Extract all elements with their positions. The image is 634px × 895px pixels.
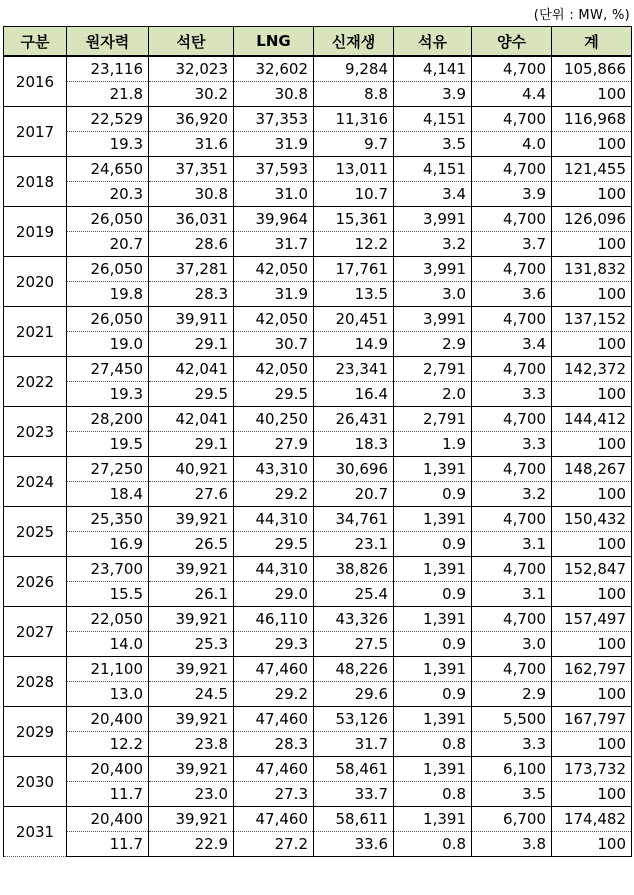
coal-capacity-cell: 37,351 bbox=[149, 157, 234, 182]
nuclear-capacity-cell: 22,050 bbox=[67, 607, 149, 632]
nuclear-share-cell: 19.5 bbox=[67, 432, 149, 457]
total-share-cell: 100 bbox=[552, 232, 632, 257]
unit-label: (단위 : MW, %) bbox=[533, 8, 630, 23]
nuclear-share-cell: 21.8 bbox=[67, 82, 149, 107]
table-row bbox=[4, 832, 632, 857]
total-capacity-cell: 174,482 bbox=[552, 807, 632, 832]
renewable-capacity-cell: 43,326 bbox=[314, 607, 394, 632]
total-capacity-cell: 148,267 bbox=[552, 457, 632, 482]
year-cell: 2018 bbox=[4, 157, 67, 207]
table-row bbox=[4, 207, 632, 232]
nuclear-share-cell: 11.7 bbox=[67, 832, 149, 857]
table-body bbox=[4, 56, 632, 857]
coal-share-cell: 29.1 bbox=[149, 332, 234, 357]
total-capacity-cell: 167,797 bbox=[552, 707, 632, 732]
lng-capacity-cell: 32,602 bbox=[234, 56, 314, 82]
pumped-storage-capacity-cell: 4,700 bbox=[472, 457, 552, 482]
nuclear-share-cell: 16.9 bbox=[67, 532, 149, 557]
oil-share-cell: 3.5 bbox=[394, 132, 472, 157]
renewable-share-cell: 33.7 bbox=[314, 782, 394, 807]
total-capacity-cell: 116,968 bbox=[552, 107, 632, 132]
lng-share-cell: 29.2 bbox=[234, 482, 314, 507]
oil-share-cell: 3.9 bbox=[394, 82, 472, 107]
year-cell: 2023 bbox=[4, 407, 67, 457]
oil-capacity-cell: 1,391 bbox=[394, 657, 472, 682]
pumped-storage-share-cell: 3.6 bbox=[472, 282, 552, 307]
table-row bbox=[4, 732, 632, 757]
total-capacity-cell: 121,455 bbox=[552, 157, 632, 182]
header-pumped-storage: 양수 bbox=[472, 27, 552, 57]
lng-capacity-cell: 37,593 bbox=[234, 157, 314, 182]
nuclear-share-cell: 20.7 bbox=[67, 232, 149, 257]
coal-capacity-cell: 39,921 bbox=[149, 757, 234, 782]
renewable-share-cell: 25.4 bbox=[314, 582, 394, 607]
coal-share-cell: 23.8 bbox=[149, 732, 234, 757]
nuclear-capacity-cell: 26,050 bbox=[67, 257, 149, 282]
renewable-capacity-cell: 30,696 bbox=[314, 457, 394, 482]
coal-capacity-cell: 36,031 bbox=[149, 207, 234, 232]
total-capacity-cell: 173,732 bbox=[552, 757, 632, 782]
pumped-storage-share-cell: 3.0 bbox=[472, 632, 552, 657]
lng-capacity-cell: 47,460 bbox=[234, 707, 314, 732]
header-total: 계 bbox=[552, 27, 632, 57]
total-capacity-cell: 162,797 bbox=[552, 657, 632, 682]
table-row bbox=[4, 282, 632, 307]
nuclear-share-cell: 20.3 bbox=[67, 182, 149, 207]
total-share-cell: 100 bbox=[552, 332, 632, 357]
table-row bbox=[4, 132, 632, 157]
capacity-table bbox=[3, 26, 632, 857]
lng-capacity-cell: 47,460 bbox=[234, 807, 314, 832]
renewable-capacity-cell: 11,316 bbox=[314, 107, 394, 132]
nuclear-capacity-cell: 23,116 bbox=[67, 56, 149, 82]
oil-capacity-cell: 1,391 bbox=[394, 807, 472, 832]
year-cell: 2017 bbox=[4, 107, 67, 157]
total-share-cell: 100 bbox=[552, 732, 632, 757]
renewable-share-cell: 9.7 bbox=[314, 132, 394, 157]
year-cell: 2019 bbox=[4, 207, 67, 257]
pumped-storage-share-cell: 2.9 bbox=[472, 682, 552, 707]
coal-share-cell: 28.6 bbox=[149, 232, 234, 257]
nuclear-capacity-cell: 26,050 bbox=[67, 307, 149, 332]
renewable-capacity-cell: 15,361 bbox=[314, 207, 394, 232]
total-share-cell: 100 bbox=[552, 382, 632, 407]
table-row bbox=[4, 457, 632, 482]
coal-capacity-cell: 32,023 bbox=[149, 56, 234, 82]
nuclear-capacity-cell: 26,050 bbox=[67, 207, 149, 232]
table-row bbox=[4, 82, 632, 107]
nuclear-capacity-cell: 22,529 bbox=[67, 107, 149, 132]
oil-capacity-cell: 1,391 bbox=[394, 507, 472, 532]
table-row bbox=[4, 432, 632, 457]
total-share-cell: 100 bbox=[552, 682, 632, 707]
oil-capacity-cell: 3,991 bbox=[394, 257, 472, 282]
renewable-share-cell: 20.7 bbox=[314, 482, 394, 507]
table-row bbox=[4, 682, 632, 707]
year-cell: 2028 bbox=[4, 657, 67, 707]
lng-share-cell: 29.5 bbox=[234, 532, 314, 557]
pumped-storage-capacity-cell: 4,700 bbox=[472, 407, 552, 432]
coal-share-cell: 23.0 bbox=[149, 782, 234, 807]
lng-capacity-cell: 42,050 bbox=[234, 257, 314, 282]
lng-share-cell: 29.2 bbox=[234, 682, 314, 707]
renewable-share-cell: 29.6 bbox=[314, 682, 394, 707]
oil-capacity-cell: 2,791 bbox=[394, 357, 472, 382]
table-row bbox=[4, 807, 632, 832]
lng-capacity-cell: 47,460 bbox=[234, 657, 314, 682]
nuclear-share-cell: 12.2 bbox=[67, 732, 149, 757]
nuclear-share-cell: 19.8 bbox=[67, 282, 149, 307]
renewable-share-cell: 27.5 bbox=[314, 632, 394, 657]
total-capacity-cell: 131,832 bbox=[552, 257, 632, 282]
table-row bbox=[4, 557, 632, 582]
nuclear-capacity-cell: 21,100 bbox=[67, 657, 149, 682]
year-cell: 2022 bbox=[4, 357, 67, 407]
header-lng: LNG bbox=[234, 27, 314, 57]
table-row bbox=[4, 107, 632, 132]
coal-share-cell: 29.1 bbox=[149, 432, 234, 457]
table-row bbox=[4, 757, 632, 782]
pumped-storage-share-cell: 3.7 bbox=[472, 232, 552, 257]
nuclear-capacity-cell: 24,650 bbox=[67, 157, 149, 182]
table-row bbox=[4, 782, 632, 807]
pumped-storage-capacity-cell: 4,700 bbox=[472, 657, 552, 682]
oil-capacity-cell: 1,391 bbox=[394, 557, 472, 582]
oil-share-cell: 0.9 bbox=[394, 582, 472, 607]
lng-share-cell: 27.3 bbox=[234, 782, 314, 807]
lng-share-cell: 30.8 bbox=[234, 82, 314, 107]
renewable-capacity-cell: 26,431 bbox=[314, 407, 394, 432]
oil-share-cell: 3.4 bbox=[394, 182, 472, 207]
oil-capacity-cell: 2,791 bbox=[394, 407, 472, 432]
table-row bbox=[4, 56, 632, 82]
oil-share-cell: 0.9 bbox=[394, 482, 472, 507]
oil-capacity-cell: 4,151 bbox=[394, 107, 472, 132]
coal-share-cell: 26.5 bbox=[149, 532, 234, 557]
lng-share-cell: 27.2 bbox=[234, 832, 314, 857]
total-share-cell: 100 bbox=[552, 282, 632, 307]
renewable-capacity-cell: 34,761 bbox=[314, 507, 394, 532]
pumped-storage-share-cell: 3.3 bbox=[472, 432, 552, 457]
table-row bbox=[4, 332, 632, 357]
lng-share-cell: 30.7 bbox=[234, 332, 314, 357]
nuclear-share-cell: 19.3 bbox=[67, 132, 149, 157]
coal-share-cell: 28.3 bbox=[149, 282, 234, 307]
coal-share-cell: 31.6 bbox=[149, 132, 234, 157]
table-row bbox=[4, 182, 632, 207]
header-oil: 석유 bbox=[394, 27, 472, 57]
coal-capacity-cell: 39,921 bbox=[149, 507, 234, 532]
renewable-capacity-cell: 38,826 bbox=[314, 557, 394, 582]
renewable-share-cell: 13.5 bbox=[314, 282, 394, 307]
total-capacity-cell: 126,096 bbox=[552, 207, 632, 232]
total-capacity-cell: 157,497 bbox=[552, 607, 632, 632]
table-row bbox=[4, 707, 632, 732]
table-row bbox=[4, 307, 632, 332]
lng-share-cell: 28.3 bbox=[234, 732, 314, 757]
oil-capacity-cell: 1,391 bbox=[394, 607, 472, 632]
renewable-capacity-cell: 13,011 bbox=[314, 157, 394, 182]
lng-share-cell: 29.5 bbox=[234, 382, 314, 407]
pumped-storage-capacity-cell: 5,500 bbox=[472, 707, 552, 732]
total-share-cell: 100 bbox=[552, 532, 632, 557]
coal-share-cell: 30.8 bbox=[149, 182, 234, 207]
pumped-storage-share-cell: 3.4 bbox=[472, 332, 552, 357]
coal-share-cell: 24.5 bbox=[149, 682, 234, 707]
table-row bbox=[4, 382, 632, 407]
pumped-storage-share-cell: 3.5 bbox=[472, 782, 552, 807]
renewable-capacity-cell: 9,284 bbox=[314, 56, 394, 82]
total-capacity-cell: 137,152 bbox=[552, 307, 632, 332]
oil-capacity-cell: 3,991 bbox=[394, 307, 472, 332]
pumped-storage-capacity-cell: 4,700 bbox=[472, 257, 552, 282]
pumped-storage-share-cell: 3.3 bbox=[472, 732, 552, 757]
lng-capacity-cell: 37,353 bbox=[234, 107, 314, 132]
renewable-capacity-cell: 17,761 bbox=[314, 257, 394, 282]
header-renewable: 신재생 bbox=[314, 27, 394, 57]
table-row bbox=[4, 157, 632, 182]
table-row bbox=[4, 357, 632, 382]
coal-capacity-cell: 42,041 bbox=[149, 357, 234, 382]
header-category: 구분 bbox=[4, 27, 67, 57]
table-row bbox=[4, 632, 632, 657]
oil-capacity-cell: 4,141 bbox=[394, 56, 472, 82]
table-row bbox=[4, 657, 632, 682]
pumped-storage-share-cell: 3.9 bbox=[472, 182, 552, 207]
renewable-share-cell: 23.1 bbox=[314, 532, 394, 557]
year-cell: 2025 bbox=[4, 507, 67, 557]
lng-capacity-cell: 42,050 bbox=[234, 307, 314, 332]
pumped-storage-capacity-cell: 4,700 bbox=[472, 207, 552, 232]
coal-share-cell: 30.2 bbox=[149, 82, 234, 107]
pumped-storage-capacity-cell: 4,700 bbox=[472, 157, 552, 182]
oil-share-cell: 0.8 bbox=[394, 782, 472, 807]
coal-share-cell: 26.1 bbox=[149, 582, 234, 607]
renewable-share-cell: 31.7 bbox=[314, 732, 394, 757]
pumped-storage-share-cell: 3.8 bbox=[472, 832, 552, 857]
coal-share-cell: 25.3 bbox=[149, 632, 234, 657]
lng-capacity-cell: 43,310 bbox=[234, 457, 314, 482]
coal-capacity-cell: 36,920 bbox=[149, 107, 234, 132]
oil-capacity-cell: 1,391 bbox=[394, 457, 472, 482]
table-row bbox=[4, 232, 632, 257]
nuclear-share-cell: 15.5 bbox=[67, 582, 149, 607]
pumped-storage-capacity-cell: 6,100 bbox=[472, 757, 552, 782]
total-share-cell: 100 bbox=[552, 82, 632, 107]
renewable-capacity-cell: 20,451 bbox=[314, 307, 394, 332]
nuclear-capacity-cell: 28,200 bbox=[67, 407, 149, 432]
pumped-storage-capacity-cell: 4,700 bbox=[472, 357, 552, 382]
year-cell: 2016 bbox=[4, 56, 67, 107]
total-share-cell: 100 bbox=[552, 132, 632, 157]
oil-share-cell: 0.8 bbox=[394, 732, 472, 757]
lng-capacity-cell: 44,310 bbox=[234, 507, 314, 532]
pumped-storage-share-cell: 4.4 bbox=[472, 82, 552, 107]
nuclear-capacity-cell: 27,450 bbox=[67, 357, 149, 382]
pumped-storage-share-cell: 3.3 bbox=[472, 382, 552, 407]
year-cell: 2020 bbox=[4, 257, 67, 307]
renewable-capacity-cell: 48,226 bbox=[314, 657, 394, 682]
nuclear-share-cell: 14.0 bbox=[67, 632, 149, 657]
coal-capacity-cell: 39,921 bbox=[149, 807, 234, 832]
oil-share-cell: 2.0 bbox=[394, 382, 472, 407]
coal-share-cell: 22.9 bbox=[149, 832, 234, 857]
lng-share-cell: 29.3 bbox=[234, 632, 314, 657]
pumped-storage-capacity-cell: 6,700 bbox=[472, 807, 552, 832]
total-share-cell: 100 bbox=[552, 832, 632, 857]
oil-share-cell: 0.9 bbox=[394, 632, 472, 657]
oil-share-cell: 0.9 bbox=[394, 532, 472, 557]
total-capacity-cell: 105,866 bbox=[552, 56, 632, 82]
renewable-share-cell: 16.4 bbox=[314, 382, 394, 407]
oil-capacity-cell: 4,151 bbox=[394, 157, 472, 182]
oil-share-cell: 1.9 bbox=[394, 432, 472, 457]
total-capacity-cell: 150,432 bbox=[552, 507, 632, 532]
pumped-storage-capacity-cell: 4,700 bbox=[472, 557, 552, 582]
year-cell: 2026 bbox=[4, 557, 67, 607]
table-row bbox=[4, 407, 632, 432]
oil-share-cell: 2.9 bbox=[394, 332, 472, 357]
renewable-capacity-cell: 23,341 bbox=[314, 357, 394, 382]
coal-capacity-cell: 39,911 bbox=[149, 307, 234, 332]
lng-capacity-cell: 39,964 bbox=[234, 207, 314, 232]
oil-capacity-cell: 3,991 bbox=[394, 207, 472, 232]
renewable-share-cell: 14.9 bbox=[314, 332, 394, 357]
coal-capacity-cell: 39,921 bbox=[149, 607, 234, 632]
lng-share-cell: 31.9 bbox=[234, 282, 314, 307]
year-cell: 2024 bbox=[4, 457, 67, 507]
pumped-storage-capacity-cell: 4,700 bbox=[472, 507, 552, 532]
nuclear-share-cell: 13.0 bbox=[67, 682, 149, 707]
pumped-storage-share-cell: 3.1 bbox=[472, 582, 552, 607]
total-share-cell: 100 bbox=[552, 432, 632, 457]
renewable-share-cell: 10.7 bbox=[314, 182, 394, 207]
oil-capacity-cell: 1,391 bbox=[394, 757, 472, 782]
lng-capacity-cell: 46,110 bbox=[234, 607, 314, 632]
header-coal: 석탄 bbox=[149, 27, 234, 57]
year-cell: 2031 bbox=[4, 807, 67, 857]
year-cell: 2029 bbox=[4, 707, 67, 757]
pumped-storage-capacity-cell: 4,700 bbox=[472, 607, 552, 632]
total-capacity-cell: 152,847 bbox=[552, 557, 632, 582]
coal-capacity-cell: 39,921 bbox=[149, 657, 234, 682]
nuclear-share-cell: 18.4 bbox=[67, 482, 149, 507]
oil-share-cell: 0.8 bbox=[394, 832, 472, 857]
table-row bbox=[4, 507, 632, 532]
coal-capacity-cell: 40,921 bbox=[149, 457, 234, 482]
coal-capacity-cell: 42,041 bbox=[149, 407, 234, 432]
header-nuclear: 원자력 bbox=[67, 27, 149, 57]
nuclear-share-cell: 11.7 bbox=[67, 782, 149, 807]
total-capacity-cell: 142,372 bbox=[552, 357, 632, 382]
oil-capacity-cell: 1,391 bbox=[394, 707, 472, 732]
total-share-cell: 100 bbox=[552, 632, 632, 657]
total-capacity-cell: 144,412 bbox=[552, 407, 632, 432]
table-row bbox=[4, 257, 632, 282]
nuclear-share-cell: 19.0 bbox=[67, 332, 149, 357]
lng-capacity-cell: 40,250 bbox=[234, 407, 314, 432]
coal-capacity-cell: 39,921 bbox=[149, 707, 234, 732]
renewable-share-cell: 18.3 bbox=[314, 432, 394, 457]
coal-share-cell: 27.6 bbox=[149, 482, 234, 507]
lng-share-cell: 31.0 bbox=[234, 182, 314, 207]
coal-capacity-cell: 39,921 bbox=[149, 557, 234, 582]
oil-share-cell: 3.0 bbox=[394, 282, 472, 307]
year-cell: 2027 bbox=[4, 607, 67, 657]
lng-share-cell: 29.0 bbox=[234, 582, 314, 607]
lng-capacity-cell: 42,050 bbox=[234, 357, 314, 382]
nuclear-capacity-cell: 27,250 bbox=[67, 457, 149, 482]
lng-capacity-cell: 44,310 bbox=[234, 557, 314, 582]
oil-share-cell: 0.9 bbox=[394, 682, 472, 707]
pumped-storage-share-cell: 3.2 bbox=[472, 482, 552, 507]
pumped-storage-capacity-cell: 4,700 bbox=[472, 56, 552, 82]
table-row bbox=[4, 482, 632, 507]
coal-share-cell: 29.5 bbox=[149, 382, 234, 407]
renewable-capacity-cell: 58,611 bbox=[314, 807, 394, 832]
pumped-storage-capacity-cell: 4,700 bbox=[472, 307, 552, 332]
nuclear-capacity-cell: 20,400 bbox=[67, 807, 149, 832]
coal-capacity-cell: 37,281 bbox=[149, 257, 234, 282]
total-share-cell: 100 bbox=[552, 782, 632, 807]
nuclear-capacity-cell: 23,700 bbox=[67, 557, 149, 582]
nuclear-share-cell: 19.3 bbox=[67, 382, 149, 407]
nuclear-capacity-cell: 20,400 bbox=[67, 707, 149, 732]
nuclear-capacity-cell: 20,400 bbox=[67, 757, 149, 782]
lng-share-cell: 31.9 bbox=[234, 132, 314, 157]
year-cell: 2030 bbox=[4, 757, 67, 807]
lng-share-cell: 31.7 bbox=[234, 232, 314, 257]
pumped-storage-share-cell: 3.1 bbox=[472, 532, 552, 557]
table-row bbox=[4, 607, 632, 632]
renewable-capacity-cell: 58,461 bbox=[314, 757, 394, 782]
pumped-storage-capacity-cell: 4,700 bbox=[472, 107, 552, 132]
renewable-share-cell: 8.8 bbox=[314, 82, 394, 107]
lng-capacity-cell: 47,460 bbox=[234, 757, 314, 782]
total-share-cell: 100 bbox=[552, 482, 632, 507]
table-row bbox=[4, 582, 632, 607]
table-row bbox=[4, 532, 632, 557]
total-share-cell: 100 bbox=[552, 182, 632, 207]
oil-share-cell: 3.2 bbox=[394, 232, 472, 257]
total-share-cell: 100 bbox=[552, 582, 632, 607]
renewable-share-cell: 33.6 bbox=[314, 832, 394, 857]
year-cell: 2021 bbox=[4, 307, 67, 357]
lng-share-cell: 27.9 bbox=[234, 432, 314, 457]
pumped-storage-share-cell: 4.0 bbox=[472, 132, 552, 157]
header-row bbox=[4, 27, 632, 57]
renewable-capacity-cell: 53,126 bbox=[314, 707, 394, 732]
renewable-share-cell: 12.2 bbox=[314, 232, 394, 257]
nuclear-capacity-cell: 25,350 bbox=[67, 507, 149, 532]
